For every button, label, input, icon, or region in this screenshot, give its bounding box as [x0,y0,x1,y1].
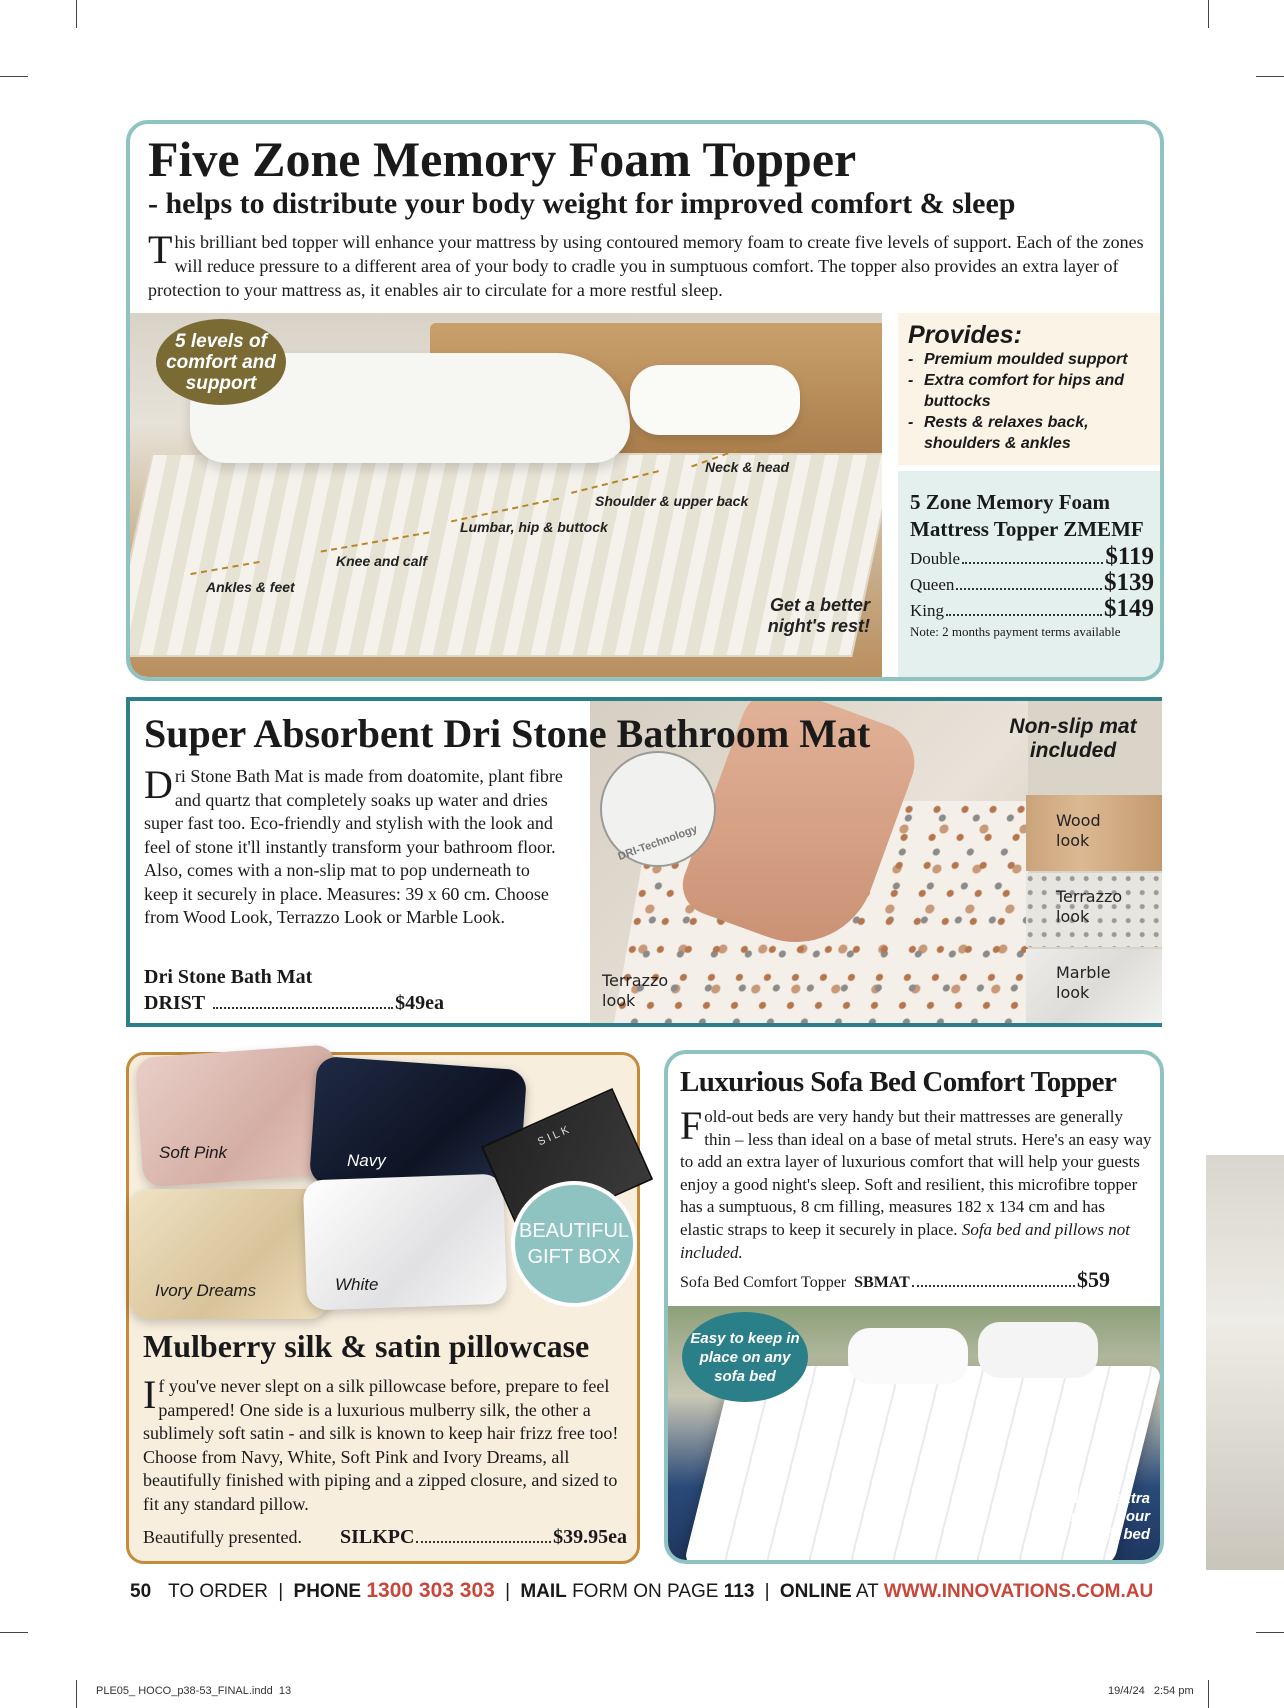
crop-mark [0,76,28,77]
crop-mark [1208,1680,1209,1708]
swatch-wood [1026,795,1162,871]
sofa-bed-panel [664,1050,1164,1564]
phone-label: PHONE [293,1581,362,1602]
online-label: ONLINE [779,1581,852,1602]
zone-label-ankles: Ankles & feet [206,579,295,595]
bathmat-body-text: ri Stone Bath Mat is made from doatomite, plant fibre and quartz that completely soaks up water and dries super fast too. Eco-friendly and stylish with the look and feel of stone it'll instantly transform your bathroom floor. Also, comes with a non-slip mat to pop underneath to keep it securely in place. Measures: 39 x 60 cm. Choose from Wood Look, Terrazzo Look or Marble Look. [144,766,563,927]
color-label-soft-pink: Soft Pink [159,1143,228,1162]
gift-badge-line-2: GIFT BOX [527,1246,621,1268]
to-order-label: TO ORDER [168,1581,269,1602]
price-row-queen: Queen $139 [910,569,1154,596]
silk-title: Mulberry silk & satin pillowcase [143,1328,590,1364]
sofa-pillow [848,1328,968,1384]
page-number: 50 [130,1581,152,1602]
sofa-code: SBMAT [854,1274,910,1291]
adjacent-page-photo [1206,1155,1284,1570]
bathmat-price-line: DRIST $49ea [144,992,444,1014]
color-label-ivory: Ivory Dreams [155,1281,257,1300]
price-row-king: King $149 [910,595,1154,622]
topper-product-code: Mattress Topper ZMEMF [910,517,1144,541]
sofa-caption: Lush extra padding for your sofa bed [1030,1490,1150,1543]
dropcap: F [680,1103,703,1148]
crop-mark [76,1680,77,1708]
mail-label: MAIL [520,1581,567,1602]
sofa-photo [668,1306,1160,1564]
silk-price: $39.95ea [553,1526,627,1548]
comfort-badge [156,319,286,405]
provides-title: Provides: [908,321,1022,349]
memory-foam-topper-panel [126,120,1164,681]
mail-page: 113 [723,1581,755,1602]
sofa-product-name: Sofa Bed Comfort Topper [680,1274,847,1291]
tagline-line-2: night's rest! [767,616,870,636]
presented-text: Beautifully presented. [143,1527,302,1547]
color-label-white: White [335,1275,379,1294]
payment-note: Note: 2 months payment terms available [910,624,1121,639]
sofa-title: Luxurious Sofa Bed Comfort Topper [680,1066,1117,1098]
zone-label-lumbar: Lumbar, hip & buttock [460,519,608,535]
crop-mark [1256,76,1284,77]
swatch-label: Marble look [1056,963,1111,1002]
topper-photo [130,313,882,681]
sofa-price-line [680,1268,1110,1295]
silk-body-text: f you've never slept on a silk pillowcase before, prepare to feel pampered! One side is a luxurious mulberry silk, the other a sublimely soft satin - and silk is known to keep hair frizz free too! Choose from Navy, White, Soft Pink and Ivory Dreams, all beautifully finished with piping and a zipped closure, and sized to fit any standard pillow. [143,1376,619,1514]
provides-item: - Rests & relaxes back, shoulders & ankles [908,414,1089,452]
website-link[interactable]: WWW.INNOVATIONS.COM.AU [883,1581,1154,1602]
comfort-badge-text: 5 levels of comfort and support [166,330,276,394]
swatch-terrazzo [1026,873,1162,947]
topper-subtitle: - helps to distribute your body weight for improved comfort & sleep [148,187,1016,220]
color-label-navy: Navy [347,1151,386,1170]
sofa-body-italic: Sofa bed and pillows not included. [680,1219,1130,1262]
topper-description [148,227,1148,302]
topper-price-panel [898,471,1164,681]
dropcap: I [143,1372,157,1417]
gift-box-label: SILK [535,1122,574,1149]
topper-tagline [690,595,870,637]
crop-mark [1208,0,1209,28]
bathmat-panel [126,697,1162,1027]
topper-body-text: his brilliant bed topper will enhance your mattress by using contoured memory foam to create five levels of support. Each of the zones will reduce pressure to a different area of your body to cradle you in sumptuous comfort. The topper also provides an extra layer of protection to your mattress as, it enables air to circulate for a more restful sleep. [148,232,1144,300]
sofa-badge-text: Easy to keep in place on any sofa bed [690,1329,800,1385]
silk-code: SILKPC [339,1526,415,1548]
zone-label-knee: Knee and calf [336,553,428,569]
crop-mark [1256,1632,1284,1633]
bathmat-title: Super Absorbent Dri Stone Bathroom Mat [144,711,871,756]
silk-price-line [143,1525,627,1549]
sofa-description [680,1103,1152,1264]
online-at: AT [855,1581,879,1602]
silk-description [143,1372,625,1516]
sofa-price: $59 [1077,1267,1110,1292]
sofa-badge [682,1312,808,1402]
swatch-label: Terrazzo look [1056,887,1123,926]
crop-mark [76,0,77,28]
provides-item: - Premium moulded support [908,351,1128,368]
order-footer: 50 TO ORDER | PHONE 1300 303 303 | MAIL FORM ON PAGE 113 | ONLINE AT WWW.INNOVATIONS.COM.AU [130,1579,1154,1602]
crop-mark [0,1632,28,1633]
bathmat-product-name: Dri Stone Bath Mat [144,966,313,988]
pillow [630,365,800,435]
dropcap: T [148,227,173,272]
bathmat-description [144,762,564,930]
topper-product-name: 5 Zone Memory Foam [910,490,1111,514]
price-row-double: Double $119 [910,543,1154,570]
logo-text: DRI-Technology [616,823,700,863]
provides-item: - Extra comfort for hips and buttocks [908,372,1125,410]
zone-label-shoulder: Shoulder & upper back [595,493,749,509]
photo-label-terrazzo: Terrazzo look [602,971,669,1010]
sofa-body-text: old-out beds are very handy but their mattresses are generally thin – less than ideal on a base of metal struts. Here's an easy way to add an extra layer of luxurious comfort that will help your guests enjoy a good night's sleep. Soft and resilient, this microfibre topper has a sumptuous, 8 cm filling, measures 182 x 134 cm and has elastic straps to keep it securely in place. [680,1107,1152,1239]
non-slip-label: Non-slip mat included [1009,715,1137,762]
tagline-line-1: Get a better [769,595,870,615]
mail-text: FORM ON PAGE [572,1581,719,1602]
phone-number[interactable]: 1300 303 303 [366,1579,495,1602]
dropcap: D [144,762,173,807]
date-slug: 19/4/24 2:54 pm [1108,1685,1194,1697]
dri-technology-logo [600,751,716,867]
file-slug: PLE05_ HOCO_p38-53_FINAL.indd 13 [96,1685,292,1697]
silk-pillowcase-panel [126,1052,640,1564]
gift-box-badge [511,1181,637,1307]
zone-label-neck: Neck & head [705,459,790,475]
gift-badge-line-1: BEAUTIFUL [518,1220,630,1242]
pillow-white [303,1174,507,1311]
swatch-marble [1026,949,1162,1023]
topper-title: Five Zone Memory Foam Topper [148,131,857,187]
swatch-label: Wood look [1056,811,1101,850]
provides-panel [898,313,1164,465]
sofa-pillow [978,1322,1098,1378]
